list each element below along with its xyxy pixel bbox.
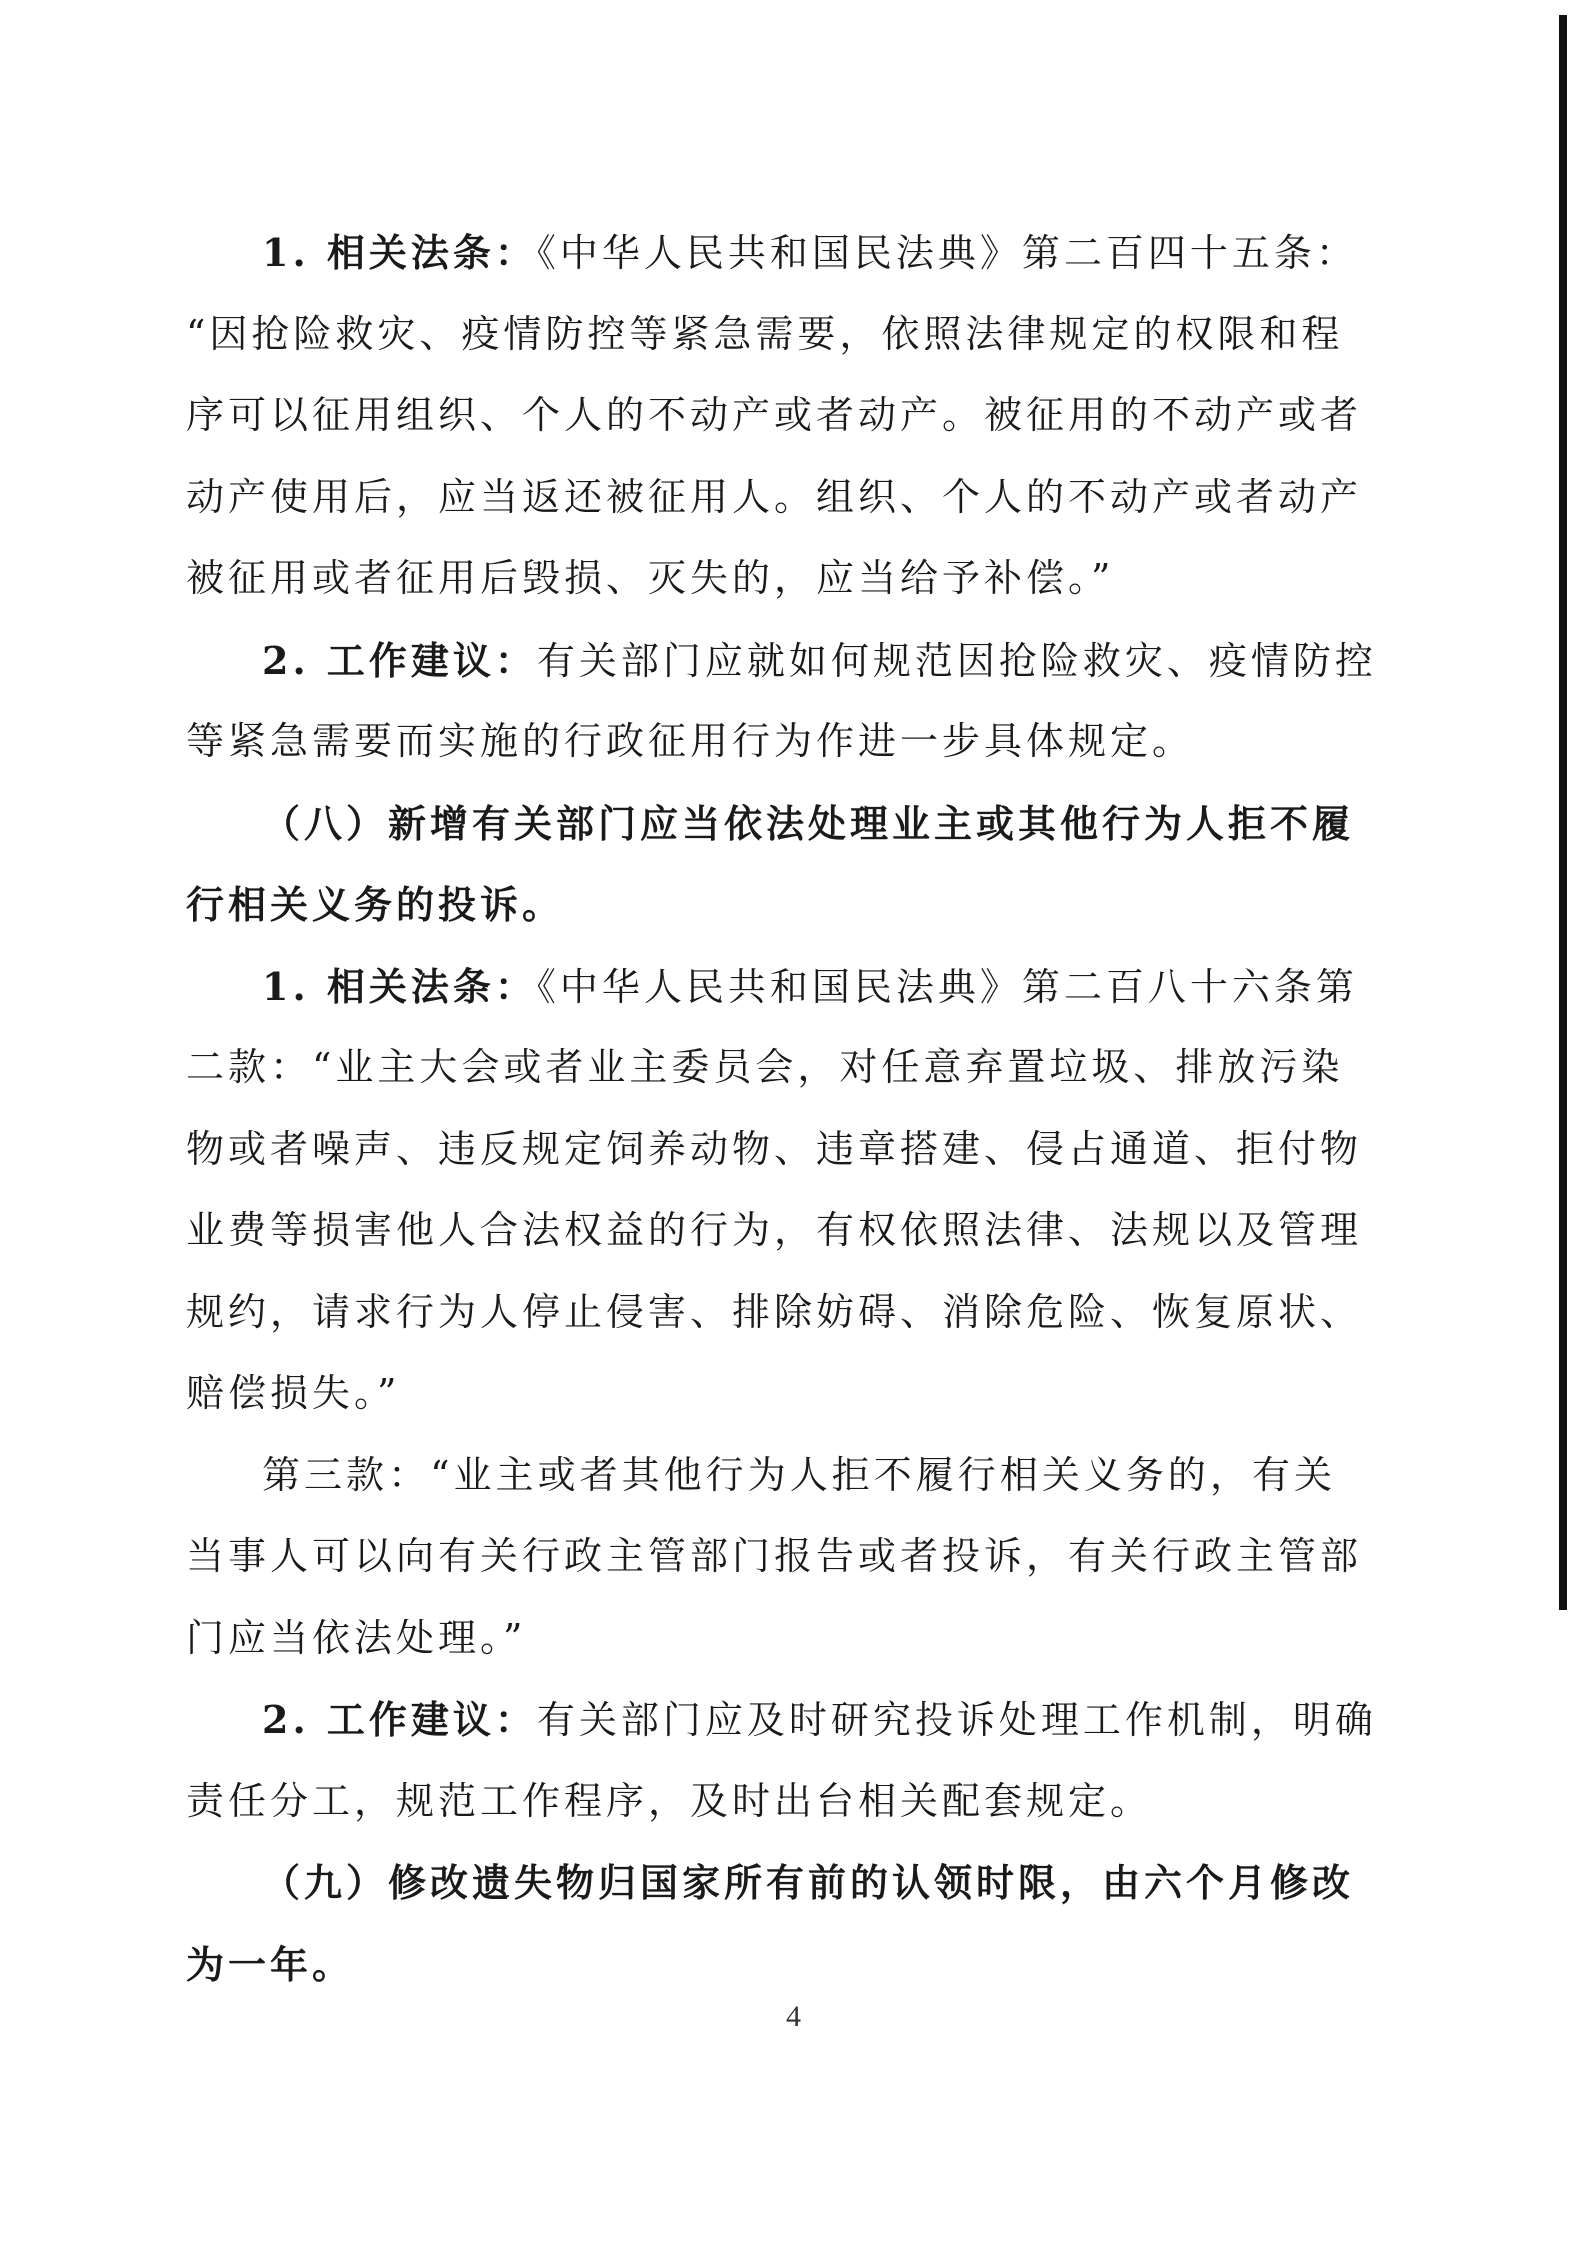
text-line	[186, 1353, 1336, 1435]
text-line	[186, 946, 1358, 1028]
text-segment: 门应当依法处理。”	[186, 1615, 527, 1660]
page-number: 4	[786, 2000, 801, 2033]
section-heading-line	[186, 1842, 1355, 1924]
text-segment: 被征用或者征用后毁损、灭失的，应当给予补偿。”	[186, 556, 1115, 600]
text-segment: 1. 相关法条：	[262, 963, 537, 1009]
text-segment: （九）修改遗失物归国家所有前的认领时限，由六个月修改	[262, 1860, 1355, 1905]
text-line	[186, 1435, 1336, 1517]
text-line	[186, 1679, 1377, 1761]
text-segment: “因抢险救灾、疫情防控等紧急需要，依照法律规定的权限和程	[186, 311, 1344, 356]
section-heading-line	[186, 783, 1355, 865]
document-body	[186, 212, 1377, 2005]
text-line	[186, 620, 1377, 702]
text-segment: 第三款：“业主或者其他行为人拒不履行相关义务的，有关	[262, 1452, 1336, 1497]
text-line	[186, 1761, 1336, 1843]
text-segment: 有关部门应就如何规范因抢险救灾、疫情防控	[536, 638, 1377, 683]
text-line	[186, 538, 1336, 620]
text-line	[186, 375, 1363, 457]
text-segment: 2. 工作建议：	[262, 637, 537, 683]
text-segment: 动产使用后，应当返还被征用人。组织、个人的不动产或者动产	[186, 474, 1363, 519]
text-segment: 当事人可以向有关行政主管部门报告或者投诉，有关行政主管部	[186, 1534, 1363, 1578]
text-line	[186, 294, 1344, 376]
text-segment: 物或者噪声、违反规定饲养动物、违章搭建、侵占通道、拒付物	[186, 1126, 1363, 1171]
text-segment: 行相关义务的投诉。	[186, 882, 565, 927]
text-line	[186, 1027, 1344, 1109]
text-segment: 有关部门应及时研究投诉处理工作机制，明确	[536, 1698, 1377, 1742]
text-segment: 规约，请求行为人停止侵害、排除妨碍、消除危险、恢复原状、	[186, 1289, 1363, 1334]
text-line	[186, 457, 1363, 539]
text-segment: 业费等损害他人合法权益的行为，有权依照法律、法规以及管理	[186, 1208, 1363, 1252]
text-segment: （八）新增有关部门应当依法处理业主或其他行为人拒不履	[262, 800, 1355, 846]
scan-edge-mark	[1559, 15, 1567, 1610]
text-segment: 1. 相关法条：	[262, 230, 537, 275]
text-segment: 2. 工作建议：	[262, 1697, 537, 1742]
text-segment: 责任分工，规范工作程序，及时出台相关配套规定。	[186, 1778, 1153, 1823]
text-line	[186, 1272, 1363, 1354]
text-segment: 二款：“业主大会或者业主委员会，对任意弃置垃圾、排放污染	[186, 1045, 1344, 1089]
text-line	[186, 212, 1358, 294]
text-line	[186, 1598, 1336, 1680]
text-segment: 《中华人民共和国民法典》第二百八十六条第	[536, 964, 1358, 1009]
text-segment: 赔偿损失。”	[186, 1371, 401, 1415]
text-segment: 等紧急需要而实施的行政征用行为作进一步具体规定。	[186, 719, 1195, 763]
text-line	[186, 1109, 1363, 1191]
text-segment: 为一年。	[186, 1941, 355, 1987]
text-line	[186, 1516, 1363, 1598]
text-segment: 《中华人民共和国民法典》第二百四十五条：	[536, 231, 1358, 275]
section-heading-line	[186, 1924, 1336, 2006]
text-segment: 序可以征用组织、个人的不动产或者动产。被征用的不动产或者	[186, 393, 1363, 437]
text-line	[186, 1190, 1363, 1272]
text-line	[186, 701, 1336, 783]
section-heading-line	[186, 864, 1336, 946]
